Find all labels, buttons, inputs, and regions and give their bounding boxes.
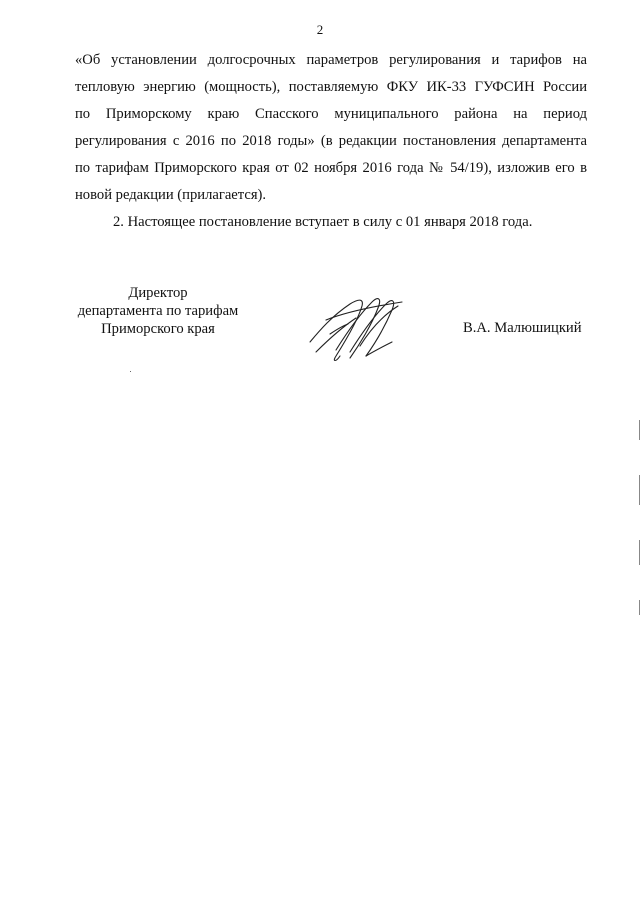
body-text [75, 47, 587, 236]
body-line-2: тепловую энергию (мощность), поставляемую ФКУ ИК-33 ГУФСИН России [75, 79, 587, 95]
body-line-5: по тарифам Приморского края от 02 ноября 2016 года № 54/19), изложив его в [75, 160, 587, 176]
body-line-3: по Приморскому краю Спасского муниципального района на период [75, 106, 587, 122]
position-line-2: департамента по тарифам [77, 303, 239, 319]
handwritten-signature [306, 290, 416, 370]
position-line-1: Директор [128, 285, 188, 301]
body-line-6: новой редакции (прилагается). [75, 187, 267, 203]
body-line-1: «Об установлении долгосрочных параметров регулирования и тарифов на [75, 52, 587, 68]
signatory-position [58, 284, 258, 338]
signatory-name: В.А. Малюшицкий [463, 320, 582, 336]
page-number: 2 [316, 22, 324, 37]
item-2-paragraph: 2. Настоящее постановление вступает в силу с 01 января 2018 года. [113, 214, 533, 230]
position-line-3: Приморского края [101, 321, 215, 337]
scan-speck [130, 371, 131, 372]
body-line-4: регулирования с 2016 по 2018 годы» (в редакции постановления департамента [75, 133, 587, 149]
